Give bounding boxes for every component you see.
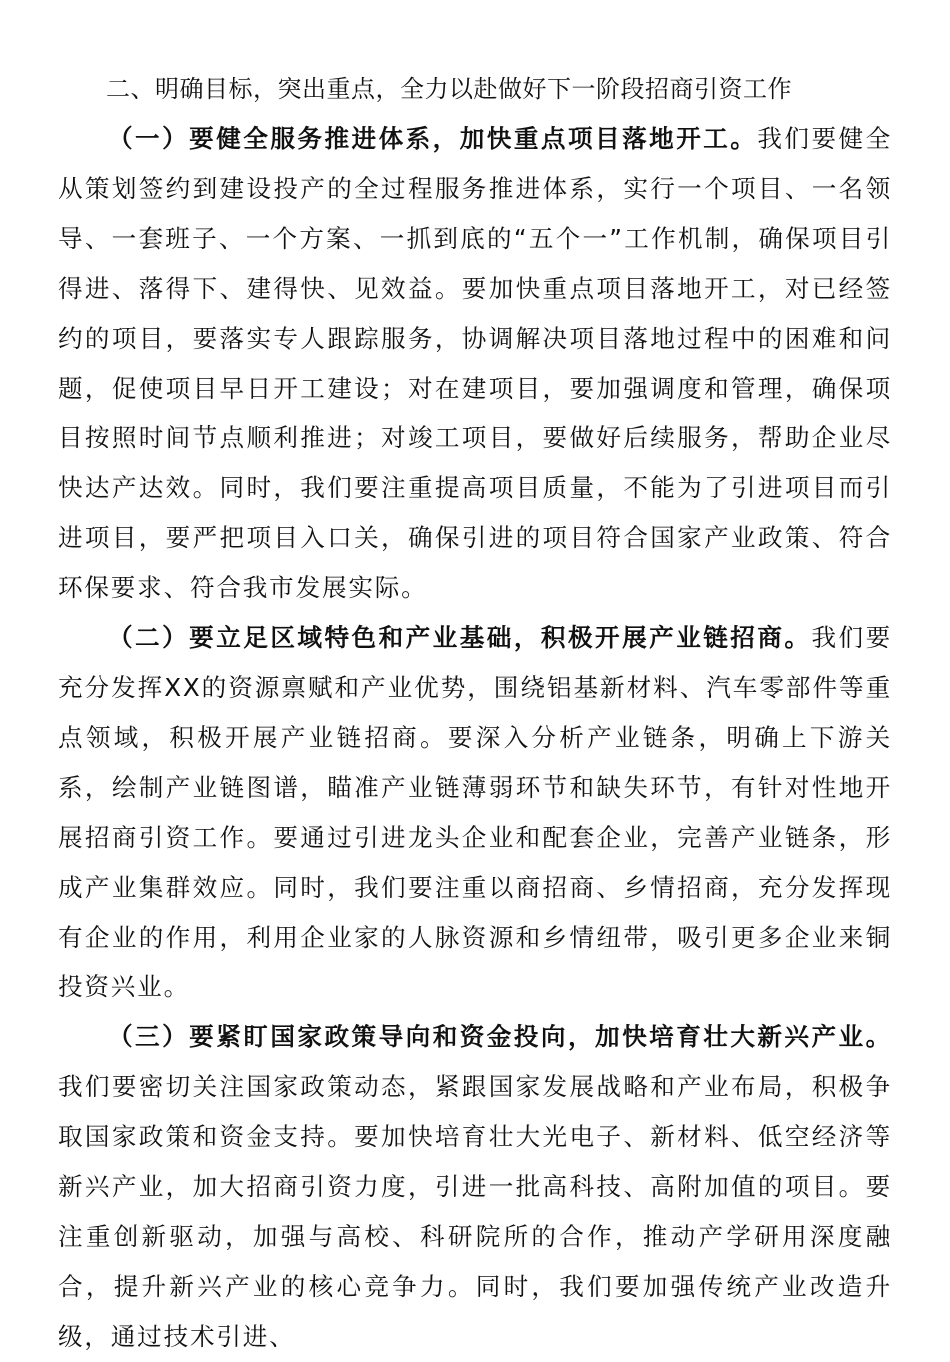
paragraph-1-body: 我们要健全从策划签约到建设投产的全过程服务推进体系，实行一个项目、一名领导、一套班子、一个方案、一抓到底的“五个一”工作机制，确保项目引得进、落得下、建得快、见效益。要加快重点项目落地开工，对已经签约的项目，要落实专人跟踪服务，协调解决项目落地过程中的困难和问题，促使项目早日开工建设；对在建项目，要加强调度和管理，确保项目按照时间节点顺利推进；对竣工项目，要做好后续服务，帮助企业尽快达产达效。同时，我们要注重提高项目质量，不能为了引进项目而引进项目，要严把项目入口关，确保引进的项目符合国家产业政策、符合环保要求、符合我市发展实际。 bbox=[58, 124, 892, 603]
document-page bbox=[58, 64, 892, 1362]
paragraph-2-lead: （二）要立足区域特色和产业基础，积极开展产业链招商。 bbox=[108, 623, 812, 653]
paragraph-1-lead: （一）要健全服务推进体系，加快重点项目落地开工。 bbox=[108, 124, 758, 153]
paragraph-2-body: 我们要充分发挥XX的资源禀赋和产业优势，围绕铝基新材料、汽车零部件等重点领域，积极开展产业链招商。要深入分析产业链条，明确上下游关系，绘制产业链图谱，瞄准产业链薄弱环节和缺失环节，有针对性地开展招商引资工作。要通过引进龙头企业和配套企业，完善产业链条，形成产业集群效应。同时，我们要注重以商招商、乡情招商，充分发挥现有企业的作用，利用企业家的人脉资源和乡情纽带，吸引更多企业来铜投资兴业。 bbox=[58, 623, 892, 1002]
section-heading: 二、明确目标，突出重点，全力以赴做好下一阶段招商引资工作 bbox=[106, 75, 792, 103]
paragraph-1 bbox=[58, 114, 892, 613]
paragraph-3-lead: （三）要紧盯国家政策导向和资金投向，加快培育壮大新兴产业。 bbox=[108, 1022, 892, 1052]
paragraph-2 bbox=[58, 613, 892, 1012]
paragraph-3-body: 我们要密切关注国家政策动态，紧跟国家发展战略和产业布局，积极争取国家政策和资金支持。要加快培育壮大光电子、新材料、低空经济等新兴产业，加大招商引资力度，引进一批高科技、高附加值的项目。要注重创新驱动，加强与高校、科研院所的合作，推动产学研用深度融合，提升新兴产业的核心竞争力。同时，我们要加强传统产业改造升级，通过技术引进、 bbox=[58, 1072, 892, 1351]
paragraph-3 bbox=[58, 1012, 892, 1361]
